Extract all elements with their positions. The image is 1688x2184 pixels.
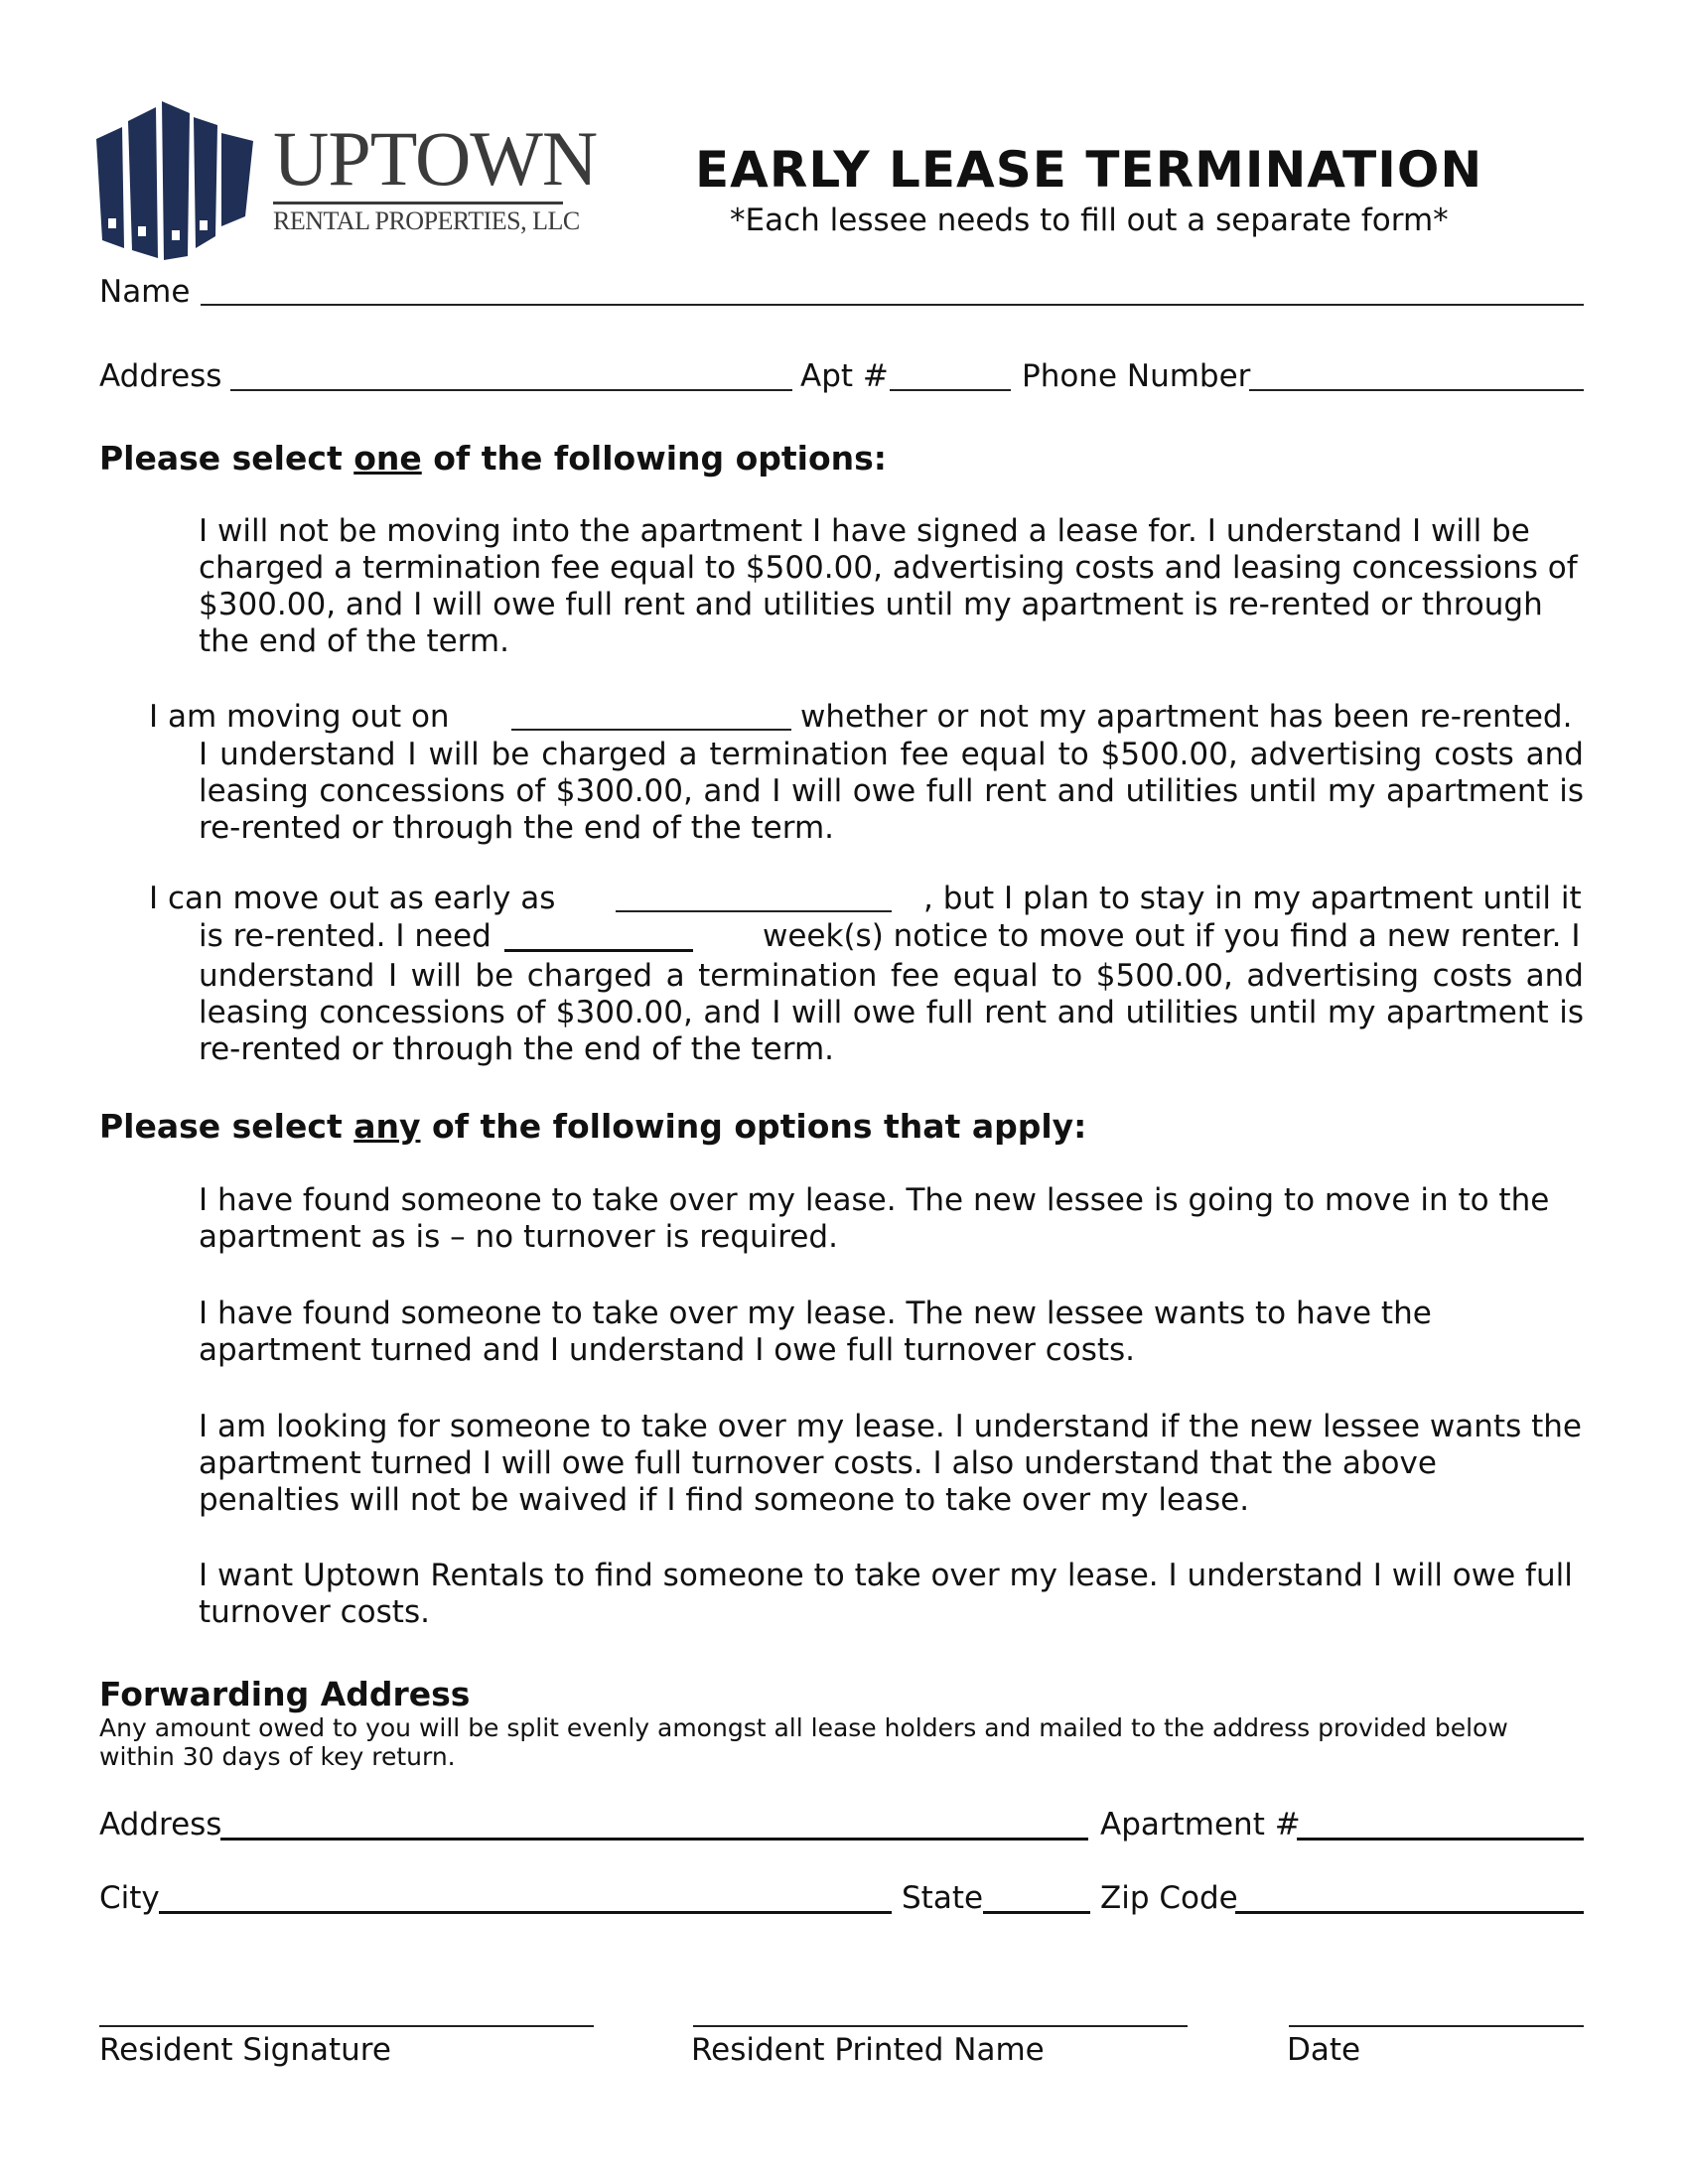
apt-field[interactable]: [890, 389, 1011, 391]
option-looking[interactable]: [199, 1409, 1584, 1519]
section-two-heading-post: of the following options that apply:: [420, 1107, 1087, 1146]
forwarding-state-label: State: [902, 1880, 984, 1916]
option-moving-out-body: I understand I will be charged a termination fee equal to $500.00, advertising costs and leasing concessions of $300.00, and I will owe full rent and utilities until my apartment is re-rented or through the end of the term.: [199, 737, 1584, 846]
section-one-heading-pre: Please select: [99, 439, 354, 478]
forwarding-address-label: Address: [99, 1807, 222, 1843]
company-logo: [94, 99, 598, 263]
option-found-turnover-text: I have found someone to take over my lease. The new lessee wants to have the apartment turned and I understand I owe full turnover costs.: [199, 1296, 1432, 1368]
option-moving-out-lead: I am moving out on: [149, 699, 450, 735]
early-move-date-field[interactable]: [616, 910, 892, 912]
signature-label: Resident Signature: [99, 2032, 391, 2068]
forwarding-state-field[interactable]: [983, 1911, 1090, 1914]
option-early-move-need-post: week(s) notice to move out if you find a new renter. I: [763, 918, 1581, 954]
form-subtitle: *Each lessee needs to fill out a separate form*: [730, 203, 1449, 238]
address-label: Address: [99, 358, 222, 394]
option-uptown-find-text: I want Uptown Rentals to find someone to take over my lease. I understand I will owe full turnover costs.: [199, 1558, 1573, 1630]
section-one-heading: [99, 439, 887, 478]
section-one-heading-emphasis: one: [353, 439, 422, 478]
section-two-heading-pre: Please select: [99, 1107, 354, 1146]
forwarding-zip-field[interactable]: [1235, 1911, 1584, 1914]
date-label: Date: [1287, 2032, 1361, 2068]
apt-label: Apt #: [800, 358, 889, 394]
logo-name: UPTOWN: [273, 115, 598, 202]
forwarding-city-field[interactable]: [159, 1911, 892, 1914]
notice-weeks-field[interactable]: [504, 949, 693, 952]
forwarding-zip-label: Zip Code: [1100, 1880, 1238, 1916]
forwarding-note: Any amount owed to you will be split evenly amongst all lease holders and mailed to the address provided below within 30 days of key return.: [99, 1713, 1508, 1771]
option-found-turnover[interactable]: [199, 1296, 1584, 1369]
option-looking-text: I am looking for someone to take over my lease. I understand if the new lessee wants the apartment turned I will owe full turnover costs. I also understand that the above penalties will not be waived if I find someone to take over my lease.: [199, 1409, 1582, 1518]
address-field[interactable]: [230, 389, 792, 391]
option-early-move-need-pre: is re-rented. I need: [199, 918, 492, 954]
form-title: EARLY LEASE TERMINATION: [695, 141, 1483, 199]
forwarding-apartment-field[interactable]: [1297, 1838, 1584, 1841]
signature-field[interactable]: [99, 2025, 594, 2027]
phone-label: Phone Number: [1022, 358, 1251, 394]
name-label: Name: [99, 274, 191, 310]
section-two-heading: [99, 1107, 1086, 1146]
move-out-date-field[interactable]: [511, 729, 791, 731]
section-one-heading-post: of the following options:: [421, 439, 888, 478]
logo-divider: [273, 202, 563, 205]
forwarding-city-label: City: [99, 1880, 160, 1916]
date-field[interactable]: [1289, 2025, 1584, 2027]
option-uptown-find[interactable]: [199, 1558, 1584, 1631]
name-field[interactable]: [201, 304, 1584, 306]
printed-name-label: Resident Printed Name: [691, 2032, 1045, 2068]
forwarding-address-field[interactable]: [220, 1838, 1088, 1841]
option-early-move-lead: I can move out as early as: [149, 881, 556, 916]
option-not-moving-in[interactable]: [199, 513, 1584, 660]
forwarding-heading: Forwarding Address: [99, 1675, 471, 1713]
phone-field[interactable]: [1249, 389, 1584, 391]
option-found-no-turnover-text: I have found someone to take over my lease. The new lessee is going to move in to the apartment as is – no turnover is required.: [199, 1182, 1550, 1255]
option-early-move-after: , but I plan to stay in my apartment until it: [923, 881, 1582, 916]
logo-subtitle: RENTAL PROPERTIES, LLC: [273, 206, 580, 235]
option-found-no-turnover[interactable]: [199, 1182, 1584, 1256]
option-moving-out-after: whether or not my apartment has been re-rented.: [800, 699, 1573, 735]
section-two-heading-emphasis: any: [353, 1107, 421, 1146]
printed-name-field[interactable]: [693, 2025, 1188, 2027]
forwarding-apartment-label: Apartment #: [1100, 1807, 1301, 1843]
option-early-move-body: understand I will be charged a termination fee equal to $500.00, advertising costs and leasing concessions of $300.00, and I will owe full rent and utilities until my apartment is re-rented or through the end of the term.: [199, 958, 1584, 1067]
option-not-moving-in-text: I will not be moving into the apartment I have signed a lease for. I understand I will be charged a termination fee equal to $500.00, advertising costs and leasing concessions of $300.00, and I will owe full rent and utilities until my apartment is re-rented or through the end of the term.: [199, 513, 1578, 659]
building-logo-icon: [94, 99, 263, 263]
